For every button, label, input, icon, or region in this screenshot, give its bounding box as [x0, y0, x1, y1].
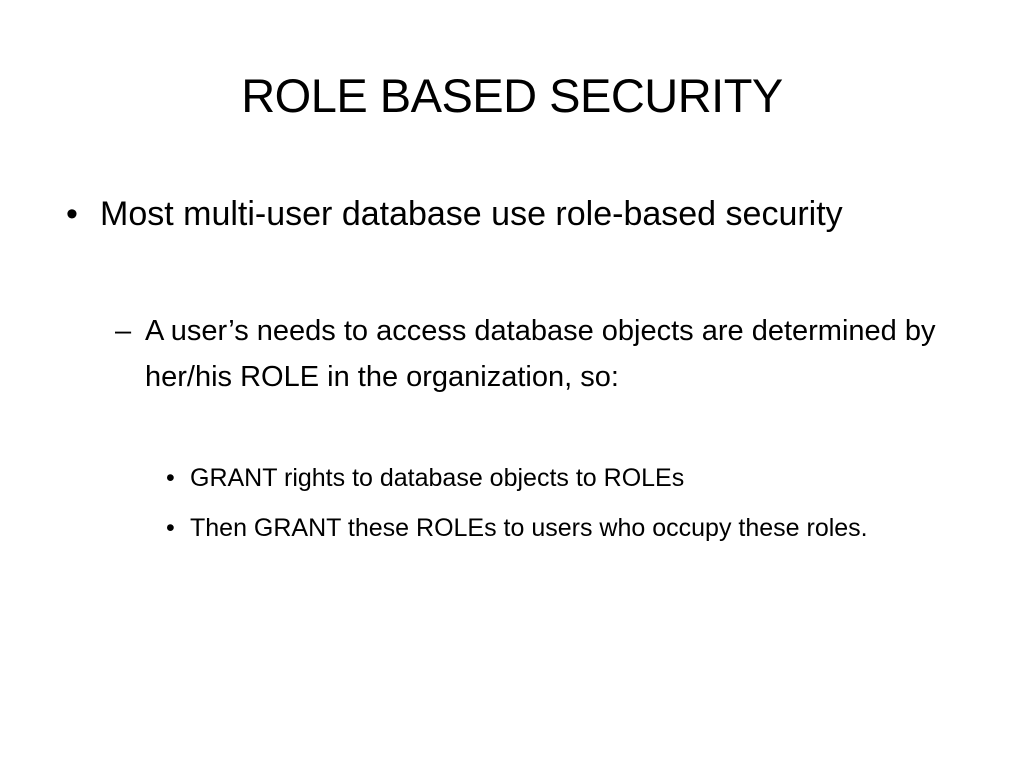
slide-title: ROLE BASED SECURITY [241, 69, 783, 122]
dash-marker: – [115, 315, 132, 347]
bullet-marker: • [166, 514, 175, 542]
bullet-level1: Most multi-user database use role-based security [100, 195, 843, 233]
bullet-marker: • [66, 195, 78, 233]
bullet-level3: GRANT rights to database objects to ROLEs [190, 464, 685, 492]
bullet-level3: Then GRANT these ROLEs to users who occupy these roles. [190, 514, 868, 542]
bullet-level2: A user’s needs to access database objects are determined by her/his ROLE in the organization, so: [145, 315, 936, 393]
bullet-marker: • [166, 464, 175, 492]
